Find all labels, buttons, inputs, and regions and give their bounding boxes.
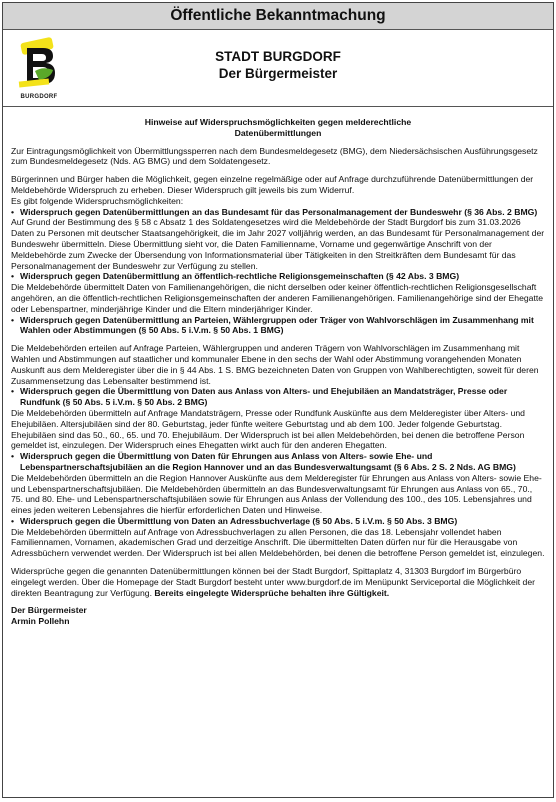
intro-options: Es gibt folgende Widerspruchsmöglichkeiten:	[11, 195, 184, 206]
notice-title	[11, 117, 545, 139]
item-5	[11, 516, 545, 559]
signature-role: Der Bürgermeister	[11, 605, 87, 616]
intro-paragraph-2: Bürgerinnen und Bürger haben die Möglichkeit, gegen einzelne regelmäßige oder auf Anfrage durchzuführende Datenübermittlungen der Meldebehörde Widerspruch zu erheben. Dieser Widerspruch gilt jeweils bis zum Widerruf.	[11, 174, 534, 195]
signature	[11, 605, 545, 627]
bullet-icon: •	[11, 386, 15, 397]
item-heading: • Widerspruch gegen Datenübermittlung an Parteien, Wählergruppen oder Träger von Wahlvorschlägen im Zusammenhang mit Wahlen oder Abstimmungen (§ 50 Abs. 5 i.V.m. § 50 Abs. 1 BMG)	[11, 314, 534, 336]
closing-bold: Bereits eingelegte Widersprüche behalten ihre Gültigkeit.	[154, 587, 390, 598]
item-2	[11, 315, 545, 387]
closing-paragraph: Widersprüche gegen die genannten Datenübermittlungen können bei der Stadt Burgdorf, Spittaplatz 4, 31303 Burgdorf im Bürgerbüro eingelegt werden. Über die Homepage der Stadt Burgdorf besteht unter www.burgdorf.de im Menüpunkt Serviceportal die Möglichkeit der direkten Beantragung zur Verfügung. Bereits eingelegte Widersprüche behalten ihre Gültigkeit.	[11, 566, 536, 598]
bullet-icon: •	[11, 515, 15, 526]
title-line-1: Hinweise auf Widerspruchsmöglichkeiten gegen melderechtliche	[144, 117, 412, 127]
item-text: Die Meldebehörden erteilen auf Anfrage Parteien, Wählergruppen und anderen Trägern von Wahlvorschlägen im Zusammenhang mit Wahlen und Abstimmungen auf staatlicher und kommunaler Ebene in den sechs der Wahl oder Abstimmung vorangehenden Monaten Auskunft aus dem Melderegister über die in § 44 Abs. 1 S. BMG bezeichneten Daten von Gruppen von Wahlberechtigten, soweit für deren Zusammensetzung das Lebensalter bestimmend ist.	[11, 343, 539, 386]
item-text: Die Meldebehörden übermitteln auf Anfrage Mandatsträgern, Presse oder Rundfunk Auskünfte aus dem Melderegister über Alters- und Ehejubiläen. Altersjubiläen sind der 80. Geburtstag, jeder fünfte weitere Geburtstag und ab dem 100. Jeder folgende Geburtstag. Ehejubiläen sind das 50., 60., 65. und 70. Ehejubiläum. Der Widerspruch ist bei allen Meldebehörden, bei denen die betroffene Person gemeldet ist, einzulegen. Der Widerspruch eines Ehegatten wirkt auch für den anderen Ehegatten.	[11, 407, 525, 451]
item-text: Die Meldebehörden übermitteln auf Anfrage von Adressbuchverlagen zu allen Personen, die das 18. Lebensjahr vollendet haben Familiennamen, Vornamen, akademischen Grad und derzeitige Anschrift. Die übermittelten Daten dürfen nur für die Herausgabe von Adressbüchern verwendet werden. Der Widerspruch ist bei allen Meldebehörden, bei denen die betroffene Person gemeldet ist, einzulegen.	[11, 526, 545, 559]
item-heading: • Widerspruch gegen die Übermittlung von Daten für Ehrungen aus Anlass von Alters- sowie Ehe- und Lebenspartnerschaftsjubiläen an die Region Hannover und an das Bundesverwaltungsamt (§ 6 Abs. 2 S. 2 Nds. AG BMG)	[11, 451, 516, 472]
header	[3, 30, 553, 107]
bullet-icon: •	[11, 314, 15, 325]
organization	[3, 48, 553, 82]
item-heading: • Widerspruch gegen die Übermittlung von Daten aus Anlass von Alters- und Ehejubiläen an Mandatsträger, Presse oder Rundfunk (§ 50 Abs. 5 i.V.m. § 50 Abs. 2 BMG)	[11, 386, 508, 408]
org-name: STADT BURGDORF	[215, 49, 341, 64]
item-1	[11, 271, 545, 314]
bullet-icon: •	[11, 206, 15, 217]
notice-page	[2, 2, 554, 798]
item-text: Auf Grund der Bestimmung des § 58 c Absatz 1 des Soldatengesetzes wird die Meldebehörde der Stadt Burgdorf bis zum 31.03.2026 Daten zu Personen mit deutscher Staatsangehörigkeit, die im Jahr 2027 volljährig werden, an das Bundesamt für Personalmanagement der Bundeswehr übermitteln. Diese Übermittlung sieht vor, die Daten Familienname, Vorname und gegenwärtige Anschrift von der Meldebehörde zum Zwecke der Übersendung von Informationsmaterial über Tätigkeiten in den Streitkräften dem Bundesamt für das Personalmanagement der Bundeswehr zur Verfügung zu stellen.	[11, 217, 545, 271]
item-heading: • Widerspruch gegen die Übermittlung von Daten an Adressbuchverlage (§ 50 Abs. 5 i.V.m. § 50 Abs. 3 BMG)	[11, 515, 458, 526]
bullet-icon: •	[11, 451, 15, 462]
item-heading: • Widerspruch gegen Datenübermittlung an öffentlich-rechtliche Religionsgemeinschaften (§ 42 Abs. 3 BMG)	[11, 271, 460, 282]
bullet-icon: •	[11, 271, 15, 282]
org-subtitle: Der Bürgermeister	[218, 66, 338, 81]
item-heading: • Widerspruch gegen Datenübermittlungen an das Bundesamt für das Personalmanagement der Bundeswehr (§ 36 Abs. 2 BMG)	[11, 206, 538, 217]
intro-paragraph: Zur Eintragungsmöglichkeit von Übermittlungssperren nach dem Bundesmeldegesetz (BMG), dem Niedersächsischen Ausführungsgesetz zum Bundesmeldegesetz (Nds. AG BMG) und dem Soldatengesetz.	[11, 145, 538, 167]
signature-name: Armin Pollehn	[11, 616, 70, 627]
item-3	[11, 386, 545, 451]
notice-banner: Öffentliche Bekanntmachung	[3, 3, 553, 30]
item-0	[11, 207, 545, 272]
item-text: Die Meldebehörde übermittelt Daten von Familienangehörigen, die nicht derselben oder keiner öffentlich-rechtlichen Religionsgesellschaft angehören, an die öffentlich-rechtlichen Religionsgemeinschaften der anderen Familienangehörigen. Familienangehörige sind der Ehegatte oder Lebenspartner, minderjährige Kinder und die Eltern minderjähriger Kinder.	[11, 282, 544, 314]
logo-text: BURGDORF	[20, 94, 58, 100]
item-text: Die Meldebehörden übermitteln an die Region Hannover Auskünfte aus dem Melderegister für Ehrungen aus Anlass von Alters- sowie Ehe- und Lebenspartnerschaftsjubiläen. Die Meldebehörden übermitteln an das Bundesverwaltungsamt für Ehrungen aus Anlass von 65., 70., 75. und 80. Ehe- und Lebenspartnerschaftsjubiläen sowie für Ehrungen aus Anlass der Vollendung des 100., des 105. Lebensjahres und eines jeden weiteren Lebensjahres die hierfür erforderlichen Daten und Hinweise.	[11, 472, 542, 516]
item-4	[11, 451, 545, 516]
title-line-2: Datenübermittlungen	[234, 127, 322, 138]
notice-body	[3, 107, 553, 627]
